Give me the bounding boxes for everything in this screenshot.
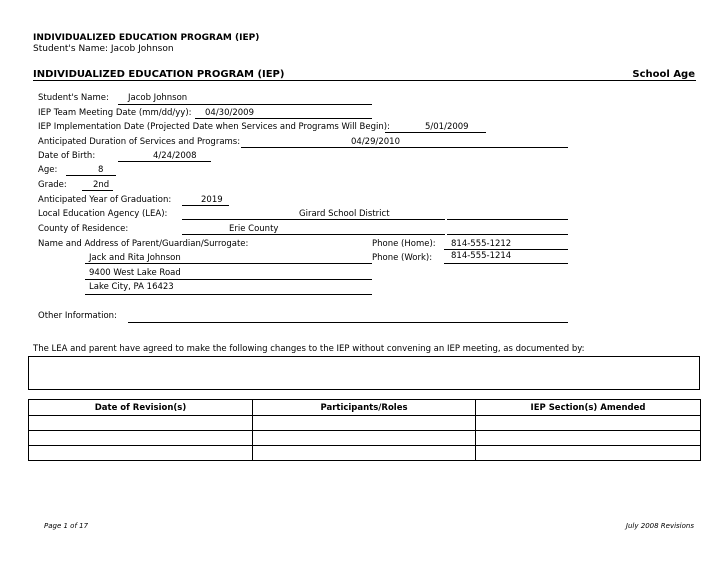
column-header-sections: IEP Section(s) Amended: [476, 400, 701, 416]
county-value[interactable]: Erie County: [229, 224, 279, 234]
column-header-participants: Participants/Roles: [253, 400, 476, 416]
meeting-date-value[interactable]: 04/30/2009: [205, 108, 254, 118]
table-cell[interactable]: [29, 416, 253, 431]
student-name-value[interactable]: Jacob Johnson: [128, 93, 188, 103]
meeting-date-line: [195, 118, 372, 119]
duration-line: [241, 147, 568, 148]
table-cell[interactable]: [29, 431, 253, 446]
table-cell[interactable]: [253, 446, 476, 461]
table-cell[interactable]: [476, 446, 701, 461]
student-name-label: Student's Name:: [38, 93, 109, 103]
agreement-box[interactable]: [28, 356, 700, 390]
student-name-header: Student's Name: Jacob Johnson: [33, 44, 174, 54]
revision-table: [28, 399, 701, 461]
implementation-label: IEP Implementation Date (Projected Date when Services and Programs Will Begin):: [38, 122, 390, 132]
dob-value[interactable]: 4/24/2008: [153, 151, 197, 161]
phone-home-value[interactable]: 814-555-1212: [451, 239, 512, 249]
lea-line-extra: [447, 219, 568, 220]
age-line: [66, 175, 116, 176]
phone-home-line: [444, 249, 568, 250]
dob-label: Date of Birth:: [38, 151, 96, 161]
table-cell[interactable]: [476, 416, 701, 431]
grade-value[interactable]: 2nd: [93, 180, 110, 190]
phone-work-line: [444, 263, 568, 264]
lea-line: [182, 219, 445, 220]
county-line-extra: [447, 234, 568, 235]
dob-line: [118, 161, 211, 162]
table-cell[interactable]: [29, 446, 253, 461]
address-line1-line: [85, 279, 372, 280]
county-line: [182, 234, 445, 235]
implementation-value[interactable]: 5/01/2009: [425, 122, 469, 132]
parent-label: Name and Address of Parent/Guardian/Surrogate:: [38, 239, 249, 249]
table-row: [29, 416, 701, 431]
address-line2-line: [85, 294, 372, 295]
county-label: County of Residence:: [38, 224, 129, 234]
agreement-text: The LEA and parent have agreed to make the following changes to the IEP without convening an IEP meeting, as documented by:: [33, 344, 585, 354]
address-line1-value[interactable]: 9400 West Lake Road: [89, 268, 181, 278]
phone-work-value[interactable]: 814-555-1214: [451, 251, 512, 261]
lea-label: Local Education Agency (LEA):: [38, 209, 168, 219]
parent-name-value[interactable]: Jack and Rita Johnson: [89, 253, 181, 263]
graduation-value[interactable]: 2019: [201, 195, 223, 205]
phone-work-label: Phone (Work):: [372, 253, 433, 263]
age-value[interactable]: 8: [98, 165, 104, 175]
implementation-line: [385, 132, 486, 133]
address-line2-value[interactable]: Lake City, PA 16423: [89, 282, 174, 292]
grade-label: Grade:: [38, 180, 67, 190]
table-row: [29, 431, 701, 446]
program-title: INDIVIDUALIZED EDUCATION PROGRAM (IEP): [33, 33, 260, 43]
phone-home-label: Phone (Home):: [372, 239, 436, 249]
age-group-label: School Age: [632, 69, 695, 80]
table-cell[interactable]: [476, 431, 701, 446]
graduation-line: [182, 205, 229, 206]
graduation-label: Anticipated Year of Graduation:: [38, 195, 172, 205]
lea-value[interactable]: Girard School District: [299, 209, 390, 219]
table-cell[interactable]: [253, 431, 476, 446]
parent-name-line: [85, 263, 372, 264]
age-label: Age:: [38, 165, 58, 175]
table-cell[interactable]: [253, 416, 476, 431]
student-name-line: [118, 104, 372, 105]
revision-table-header: [29, 400, 701, 416]
duration-value[interactable]: 04/29/2010: [351, 137, 400, 147]
meeting-date-label: IEP Team Meeting Date (mm/dd/yy):: [38, 108, 192, 118]
other-info-line[interactable]: [128, 322, 568, 323]
title-rule: [33, 80, 696, 81]
column-header-date: Date of Revision(s): [29, 400, 253, 416]
form-title: INDIVIDUALIZED EDUCATION PROGRAM (IEP): [33, 69, 285, 80]
table-row: [29, 446, 701, 461]
revision-note: July 2008 Revisions: [625, 522, 694, 530]
page-number: Page 1 of 17: [44, 522, 89, 530]
duration-label: Anticipated Duration of Services and Programs:: [38, 137, 241, 147]
grade-line: [82, 190, 113, 191]
other-info-label: Other Information:: [38, 311, 117, 321]
